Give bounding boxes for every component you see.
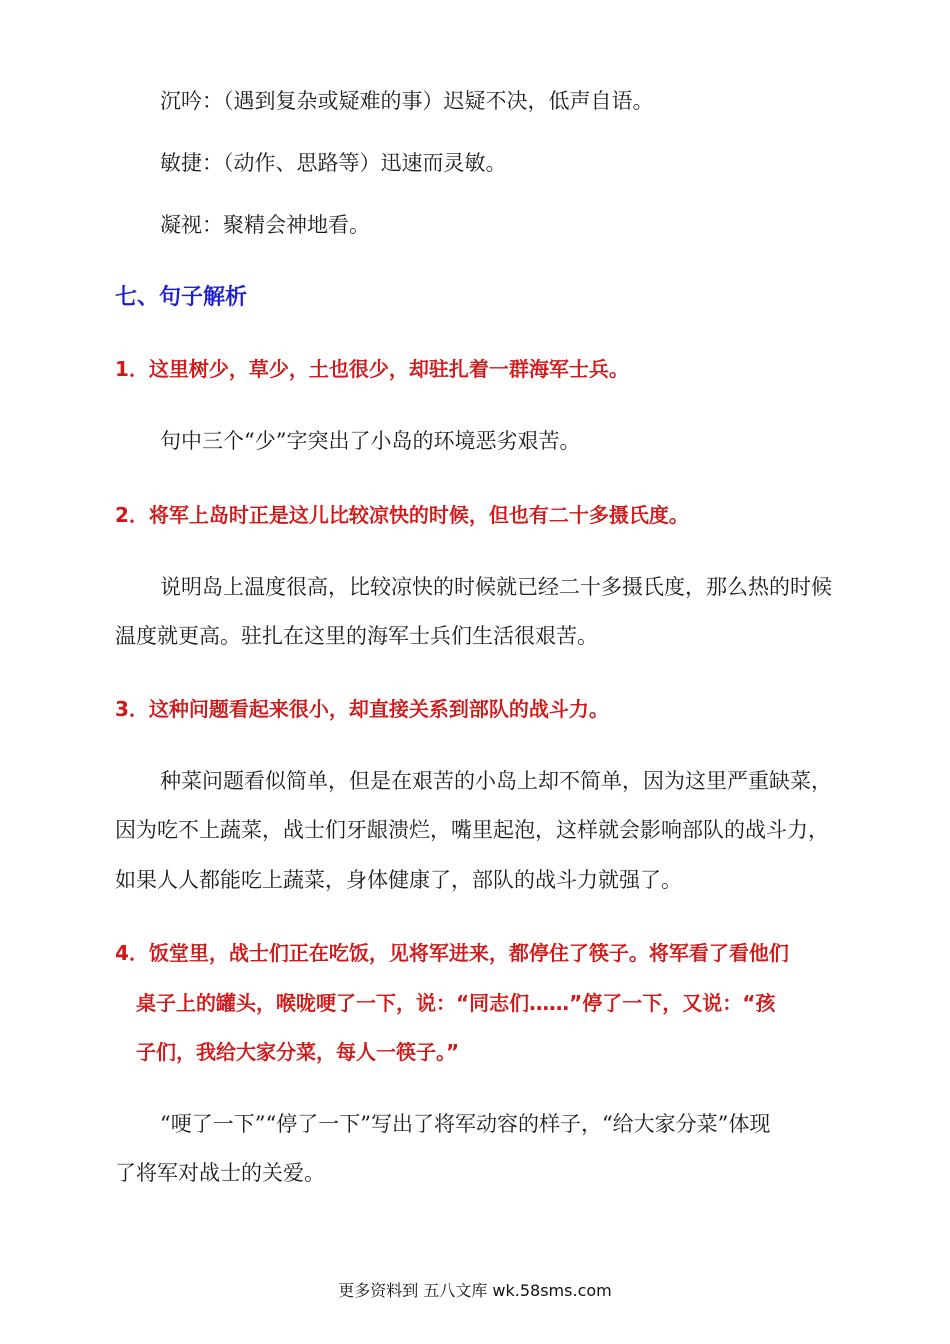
answer-3-line-3: 如果人人都能吃上蔬菜，身体健康了，部队的战斗力就强了。	[115, 868, 682, 892]
answer-3-line-2: 因为吃不上蔬菜，战士们牙龈溃烂，嘴里起泡，这样就会影响部队的战斗力，	[115, 818, 829, 842]
answer-4-line-2: 了将军对战士的关爱。	[115, 1161, 325, 1185]
footer-link[interactable]: 更多资料到 五八文库 wk.58sms.com	[338, 1281, 612, 1300]
answer-3-line-1: 种菜问题看似简单，但是在艰苦的小岛上却不简单，因为这里严重缺菜，	[160, 769, 832, 793]
question-4-line-2: 桌子上的罐头，喉咙哽了一下，说：“同志们……”停了一下，又说：“孩	[136, 991, 776, 1015]
definition-chenyin: 沉吟：（遇到复杂或疑难的事）迟疑不决，低声自语。	[160, 89, 654, 113]
question-1: 1．这里树少，草少，土也很少，却驻扎着一群海军士兵。	[115, 357, 629, 381]
answer-4-line-1: “哽了一下”“停了一下”写出了将军动容的样子，“给大家分菜”体现	[160, 1112, 771, 1136]
question-3: 3．这种问题看起来很小，却直接关系到部队的战斗力。	[115, 697, 609, 721]
answer-2-line-2: 温度就更高。驻扎在这里的海军士兵们生活很艰苦。	[115, 624, 598, 648]
answer-1: 句中三个“少”字突出了小岛的环境恶劣艰苦。	[160, 429, 581, 453]
question-2: 2．将军上岛时正是这儿比较凉快的时候，但也有二十多摄氏度。	[115, 503, 689, 527]
question-4-line-3: 子们，我给大家分菜，每人一筷子。”	[136, 1040, 460, 1064]
question-4-line-1: 4．饭堂里，战士们正在吃饭，见将军进来，都停住了筷子。将军看了看他们	[115, 941, 789, 965]
section-heading: 七、句子解析	[115, 285, 248, 310]
definition-ningshi: 凝视：聚精会神地看。	[160, 213, 370, 237]
definition-minjie: 敏捷：（动作、思路等）迅速而灵敏。	[160, 151, 507, 175]
answer-2-line-1: 说明岛上温度很高，比较凉快的时候就已经二十多摄氏度，那么热的时候	[160, 575, 832, 599]
